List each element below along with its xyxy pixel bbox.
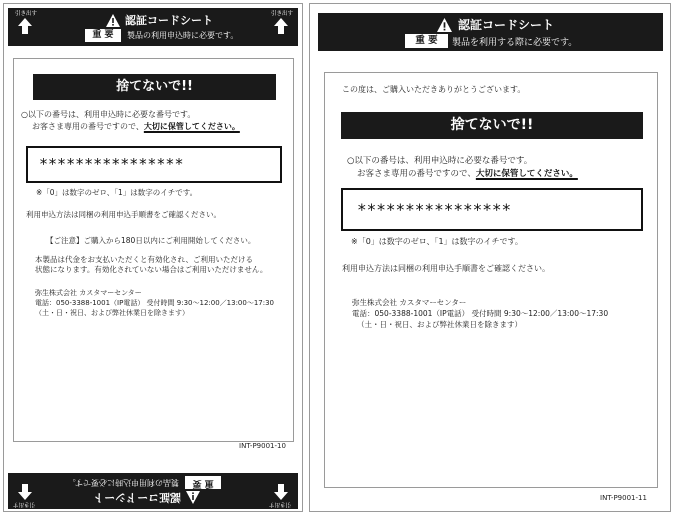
auth-code: ****************	[357, 200, 512, 219]
pull-tab-right	[12, 484, 35, 507]
header-subtitle: 製品の利用申込時に必要です。	[127, 31, 239, 40]
keep-safe-line	[357, 167, 578, 179]
pull-label: 引き出す	[15, 11, 38, 17]
warning-icon	[106, 14, 120, 27]
header-band	[318, 13, 663, 51]
sheet-a	[3, 3, 303, 512]
content-frame-b	[324, 72, 658, 488]
header-title-row	[93, 490, 200, 506]
zero-one-note: ※「0」は数字のゼロ、「1」は数字のイチです。	[36, 188, 198, 197]
important-badge: 重 要	[185, 476, 221, 489]
arrow-up-icon	[18, 18, 32, 34]
phone-hours: 電話：050-3388-1001（IP電話） 受付時間 9:30～12:00／13:00～17:30	[352, 309, 609, 318]
keep-safe-line	[32, 121, 240, 132]
content-frame-a	[13, 58, 294, 442]
pull-label: 引き出す	[268, 501, 291, 507]
doc-id: INT-P9001-11	[600, 494, 647, 502]
activation-line-1: 本製品は代金をお支払いただくと有効化され、ご利用いただける	[35, 255, 253, 264]
guide-note: 利用申込方法は同梱の利用申込手順書をご確認ください。	[26, 210, 221, 219]
header-subtitle: 製品の利用申込時に必要です。	[67, 478, 179, 487]
header-title: 認証コードシート	[93, 491, 181, 504]
guide-note: 利用申込方法は同梱の利用申込手順書をご確認ください。	[342, 264, 550, 273]
header-band-bottom	[8, 473, 298, 509]
sheet-b	[309, 3, 671, 512]
number-notice: ○以下の番号は、利用申込時に必要な番号です。	[347, 156, 533, 166]
company-name: 弥生株式会社 カスタマーセンター	[352, 298, 467, 307]
auth-code-box	[26, 146, 282, 183]
auth-code-box	[341, 188, 643, 231]
activation-line-2: 状態になります。有効化されていない場合はご利用いただけません。	[35, 265, 268, 274]
pull-label: 引き出す	[12, 501, 35, 507]
customer-only-text: お客さま専用の番号ですので、	[357, 169, 476, 179]
header-band-top	[8, 8, 298, 46]
dont-throw-banner: 捨てないで!!	[33, 74, 276, 100]
header-title-row	[106, 12, 213, 28]
number-notice: ○以下の番号は、利用申込時に必要な番号です。	[21, 110, 196, 119]
auth-code: ****************	[39, 155, 184, 173]
caution-note: 【ご注意】ご購入から180日以内にご利用開始してください。	[46, 236, 256, 245]
important-badge: 重 要	[85, 29, 121, 42]
keep-safe-text: 大切に保管してください。	[143, 122, 240, 131]
customer-only-text: お客さま専用の番号ですので、	[32, 122, 144, 131]
arrow-up-icon	[274, 484, 288, 500]
doc-id: INT-P9001-10	[239, 442, 286, 450]
pull-tab-right	[271, 11, 294, 34]
keep-safe-text: 大切に保管してください。	[475, 169, 578, 179]
header-title: 認証コードシート	[458, 18, 555, 32]
pull-tab-left	[15, 11, 38, 34]
pull-tab-left	[268, 484, 291, 507]
header-title: 認証コードシート	[125, 14, 213, 27]
header-title-row	[437, 16, 554, 33]
important-badge: 重 要	[405, 34, 448, 48]
warning-icon	[437, 18, 452, 32]
phone-hours: 電話：050-3388-1001（IP電話） 受付時間 9:30～12:00／13:00～17:30	[35, 299, 275, 307]
zero-one-note: ※「0」は数字のゼロ、「1」は数字のイチです。	[351, 237, 523, 246]
thanks-line: この度は、ご購入いただきありがとうございます。	[342, 85, 526, 94]
holiday-note: （土・日・祝日、および弊社休業日を除きます）	[357, 320, 522, 329]
arrow-up-icon	[274, 18, 288, 34]
pull-label: 引き出す	[271, 11, 294, 17]
warning-icon	[186, 492, 200, 505]
holiday-note: （土・日・祝日、および弊社休業日を除きます）	[35, 309, 189, 317]
company-name: 弥生株式会社 カスタマーセンター	[35, 289, 142, 297]
arrow-up-icon	[18, 484, 32, 500]
header-subtitle: 製品を利用する際に必要です。	[452, 38, 578, 48]
dont-throw-banner: 捨てないで!!	[341, 112, 643, 139]
